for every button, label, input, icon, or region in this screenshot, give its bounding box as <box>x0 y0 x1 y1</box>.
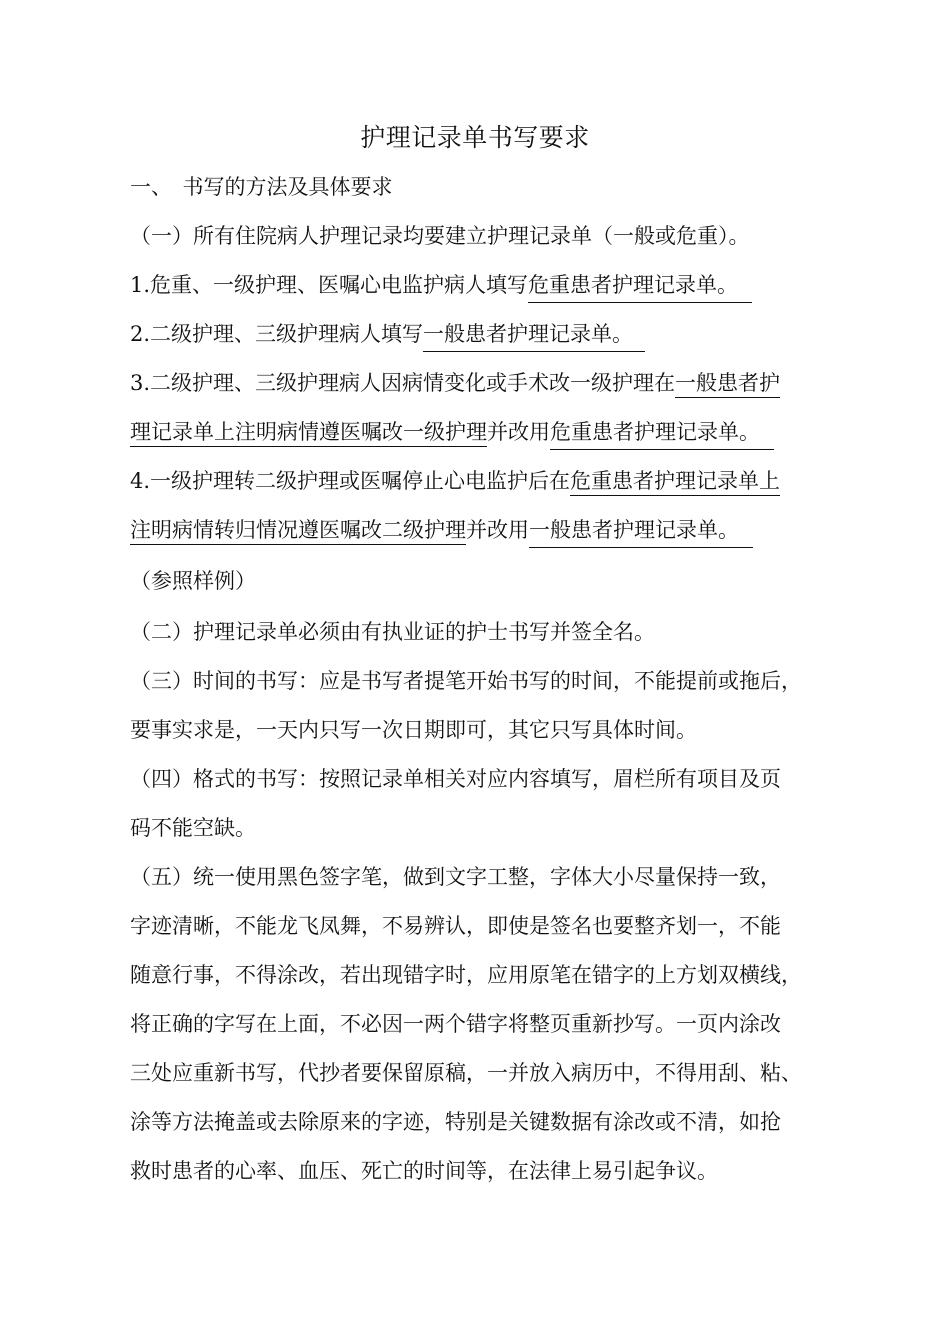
section-heading: 一、 书写的方法及具体要求 <box>130 175 393 199</box>
item-1-underlined: 危重患者护理记录单。 <box>528 270 752 303</box>
item-1 <box>130 270 752 303</box>
item-2-text: 2.二级护理、三级护理病人填写 <box>130 322 424 346</box>
item-3-text: 3.二级护理、三级护理病人因病情变化或手术改一级护理在 <box>130 371 676 395</box>
item-4-underlined-3: 一般患者护理记录单。 <box>529 515 753 548</box>
item-2 <box>130 319 645 352</box>
item-4-mid-text: 并改用 <box>466 518 529 542</box>
item-4-underlined-2: 注明病情转归情况遵医嘱改二级护理 <box>130 518 466 545</box>
reference-note: （参照样例） <box>130 569 256 593</box>
paragraph-1: （一）所有住院病人护理记录均要建立护理记录单（一般或危重）。 <box>130 224 750 248</box>
paragraph-4-line-2: 码不能空缺。 <box>130 816 256 840</box>
paragraph-5-line-4: 将正确的字写在上面，不必因一两个错字将整页重新抄写。一页内涂改 <box>130 1012 781 1036</box>
paragraph-2: （二）护理记录单必须由有执业证的护士书写并签全名。 <box>130 620 655 644</box>
item-3-mid-text: 并改用 <box>487 420 550 444</box>
item-3-line-1 <box>130 368 780 398</box>
paragraph-3-line-1: （三）时间的书写：应是书写者提笔开始书写的时间，不能提前或拖后， <box>130 669 802 693</box>
page-title: 护理记录单书写要求 <box>360 123 590 152</box>
item-1-text: 1.危重、一级护理、医嘱心电监护病人填写 <box>130 273 529 297</box>
item-4-text: 4.一级护理转二级护理或医嘱停止心电监护后在 <box>130 469 571 493</box>
paragraph-3-line-2: 要事实求是，一天内只写一次日期即可，其它只写具体时间。 <box>130 718 697 742</box>
paragraph-5-line-5: 三处应重新书写，代抄者要保留原稿，一并放入病历中，不得用刮、粘、 <box>130 1061 802 1085</box>
paragraph-5-line-2: 字迹清晰，不能龙飞凤舞，不易辨认，即使是签名也要整齐划一，不能 <box>130 914 781 938</box>
item-2-underlined: 一般患者护理记录单。 <box>423 319 645 352</box>
paragraph-4-line-1: （四）格式的书写：按照记录单相关对应内容填写，眉栏所有项目及页 <box>130 767 781 791</box>
item-4-line-1 <box>130 466 780 496</box>
paragraph-5-line-6: 涂等方法掩盖或去除原来的字迹，特别是关键数据有涂改或不清，如抢 <box>130 1110 781 1134</box>
item-3-underlined-3: 危重患者护理记录单。 <box>550 417 774 450</box>
paragraph-5-line-1: （五）统一使用黑色签字笔，做到文字工整，字体大小尽量保持一致， <box>130 865 781 889</box>
paragraph-5-line-3: 随意行事，不得涂改，若出现错字时，应用原笔在错字的上方划双横线， <box>130 963 802 987</box>
paragraph-5-line-7: 救时患者的心率、血压、死亡的时间等，在法律上易引起争议。 <box>130 1159 718 1183</box>
item-4-underlined-1: 危重患者护理记录单上 <box>570 469 780 496</box>
item-4-line-2 <box>130 515 753 548</box>
item-3-underlined-1: 一般患者护 <box>675 371 780 398</box>
item-3-underlined-2: 理记录单上注明病情遵医嘱改一级护理 <box>130 420 487 447</box>
item-3-line-2 <box>130 417 774 450</box>
